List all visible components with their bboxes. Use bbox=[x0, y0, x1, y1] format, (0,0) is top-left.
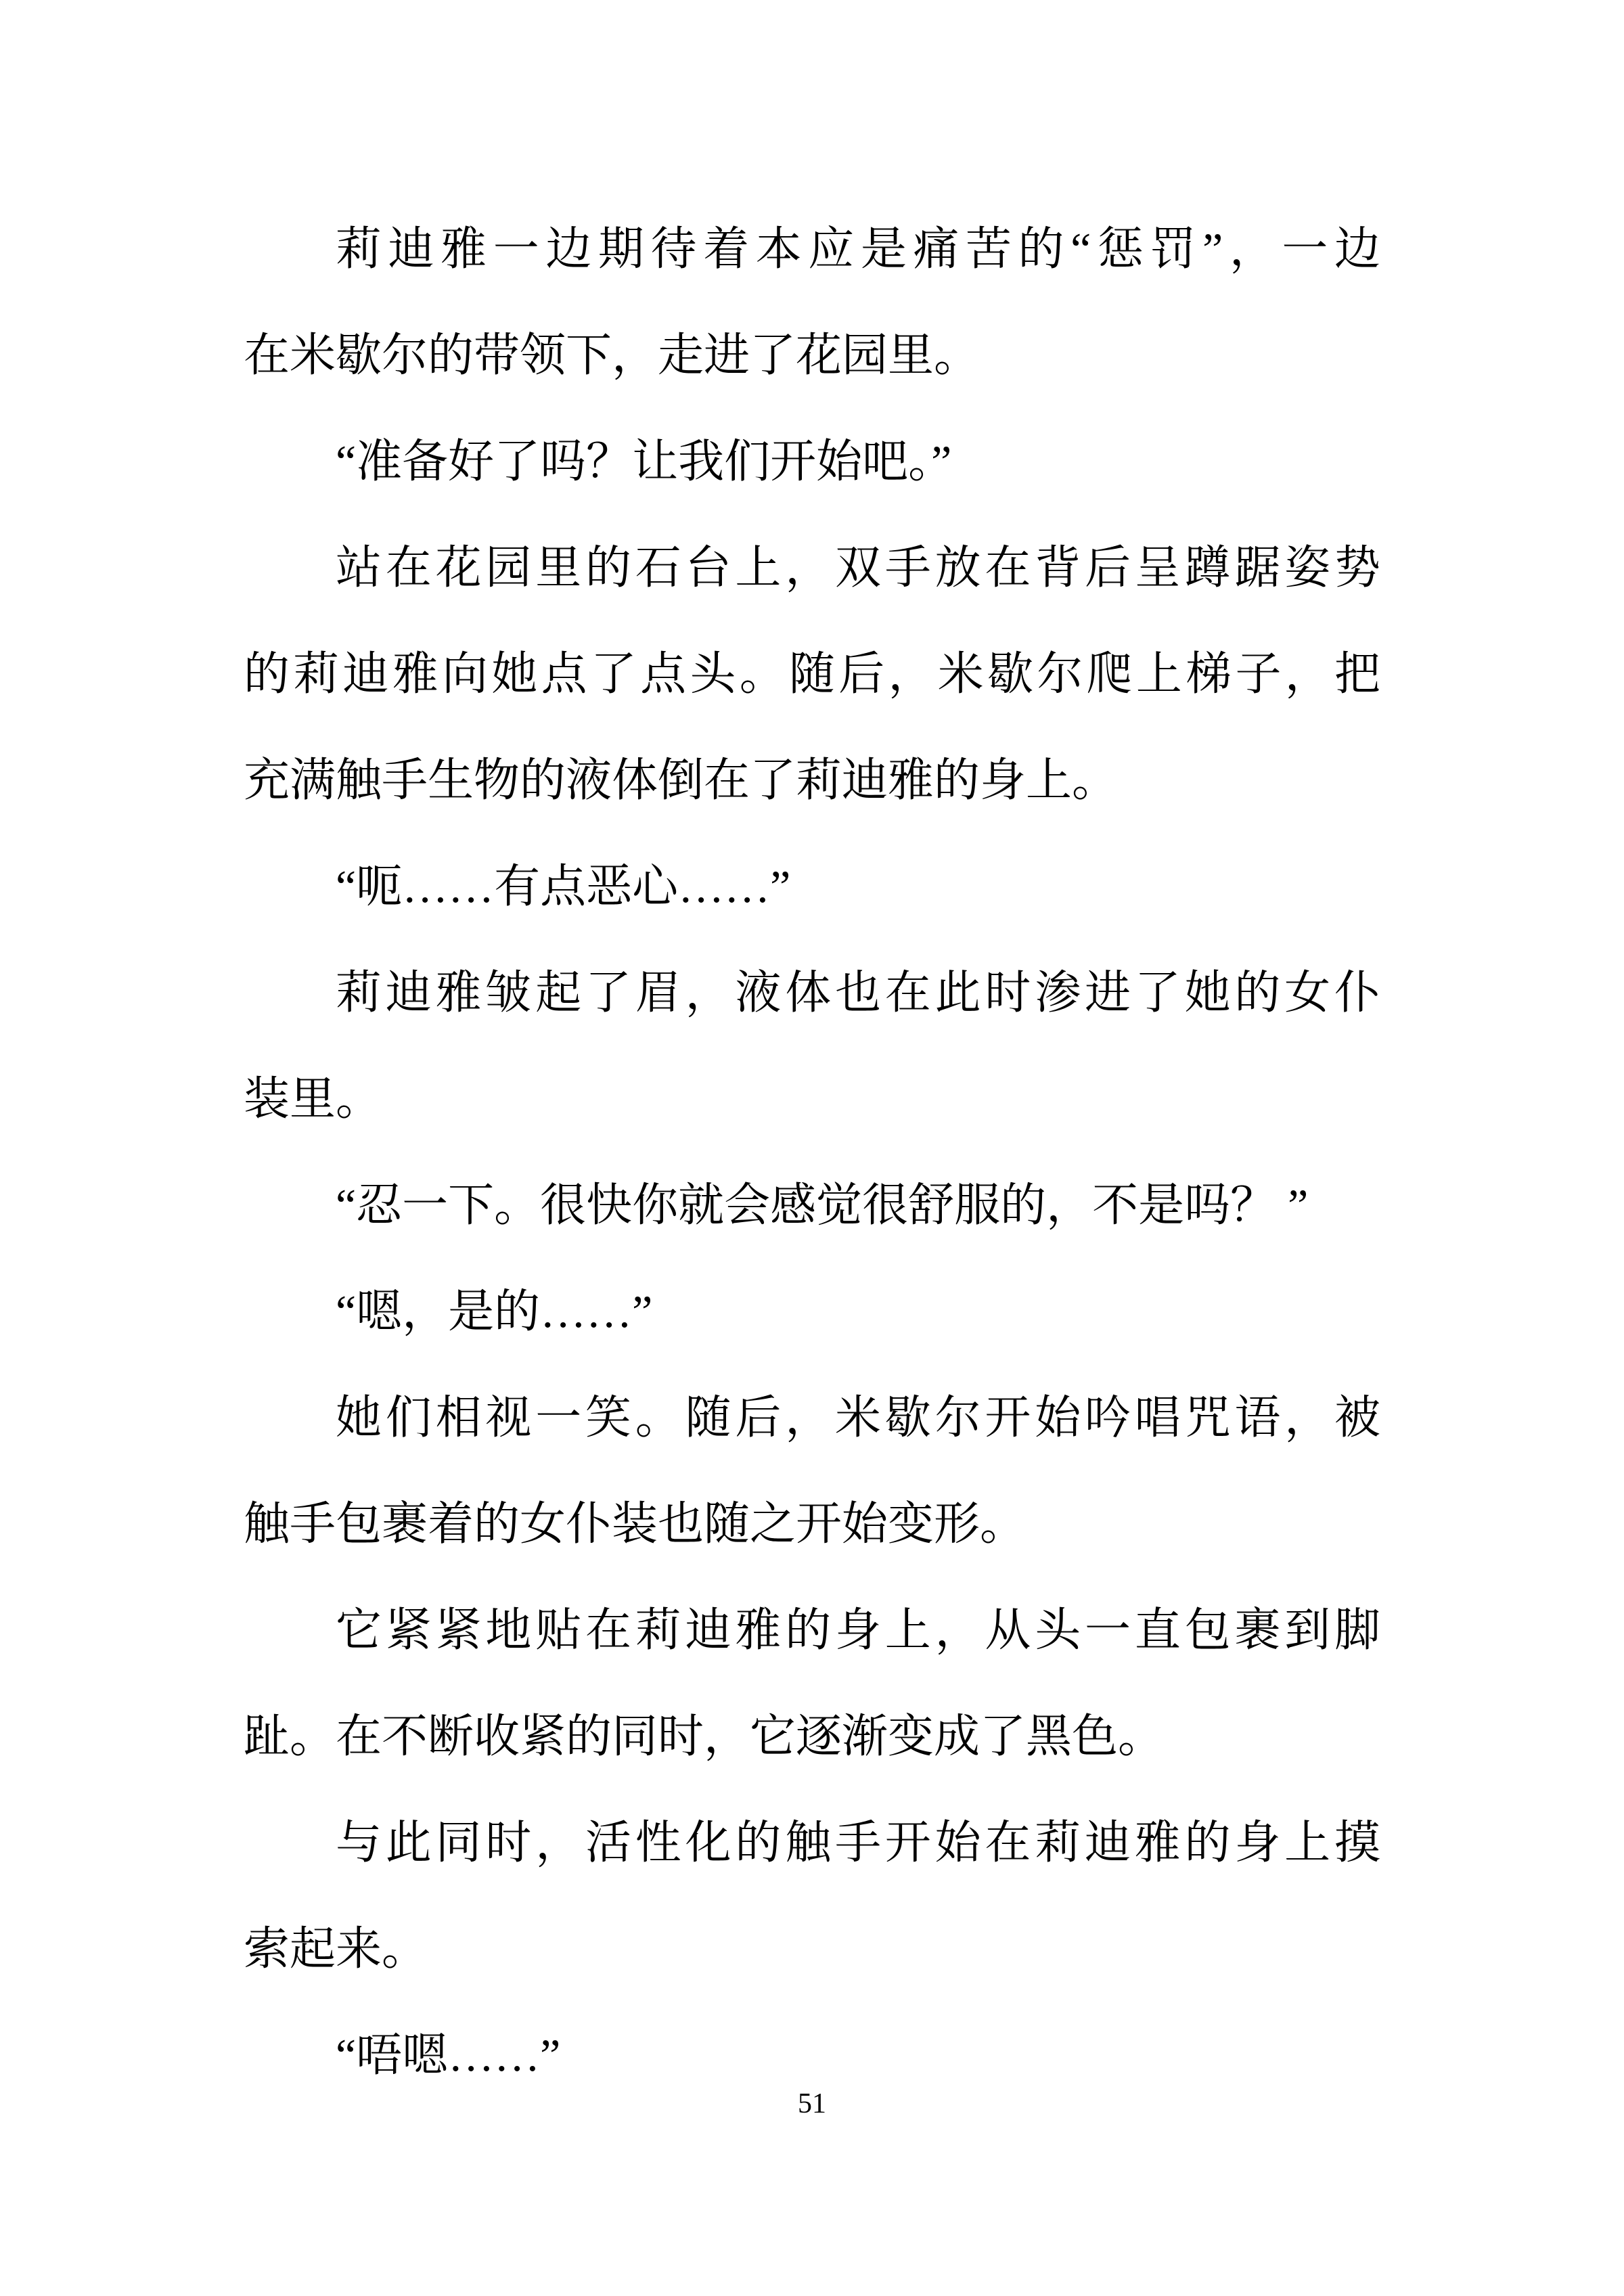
text-line: “唔嗯……” bbox=[336, 2029, 561, 2081]
page-number: 51 bbox=[798, 2088, 826, 2119]
text-line: “呃……有点恶心……” bbox=[336, 861, 791, 912]
text-line: 的莉迪雅向她点了点头。随后，米歇尔爬上梯子，把 bbox=[244, 648, 1380, 700]
text-line: 与此同时，活性化的触手开始在莉迪雅的身上摸 bbox=[336, 1817, 1380, 1868]
text-line: 她们相视一笑。随后，米歇尔开始吟唱咒语，被 bbox=[336, 1392, 1380, 1443]
text-line: 充满触手生物的液体倒在了莉迪雅的身上。 bbox=[244, 755, 1119, 806]
text-line: 趾。在不断收紧的同时，它逐渐变成了黑色。 bbox=[244, 1711, 1165, 1762]
text-line: “忍一下。很快你就会感觉很舒服的，不是吗？ ” bbox=[336, 1179, 1309, 1231]
text-line: 装里。 bbox=[244, 1073, 382, 1125]
text-line: 索起来。 bbox=[244, 1923, 428, 1975]
text-block bbox=[244, 196, 1380, 2109]
text-line: 莉迪雅皱起了眉，液体也在此时渗进了她的女仆 bbox=[336, 967, 1380, 1018]
text-line: 站在花园里的石台上，双手放在背后呈蹲踞姿势 bbox=[336, 542, 1380, 593]
text-line: 触手包裹着的女仆装也随之开始变形。 bbox=[244, 1498, 1027, 1550]
text-line: 在米歇尔的带领下，走进了花园里。 bbox=[244, 330, 980, 381]
text-line: “嗯，是的……” bbox=[336, 1286, 653, 1337]
text-line: 莉迪雅一边期待着本应是痛苦的“惩罚”，一边 bbox=[336, 223, 1380, 275]
text-line: 它紧紧地贴在莉迪雅的身上，从头一直包裹到脚 bbox=[336, 1604, 1380, 1656]
text-line: “准备好了吗？让我们开始吧。” bbox=[336, 436, 952, 487]
